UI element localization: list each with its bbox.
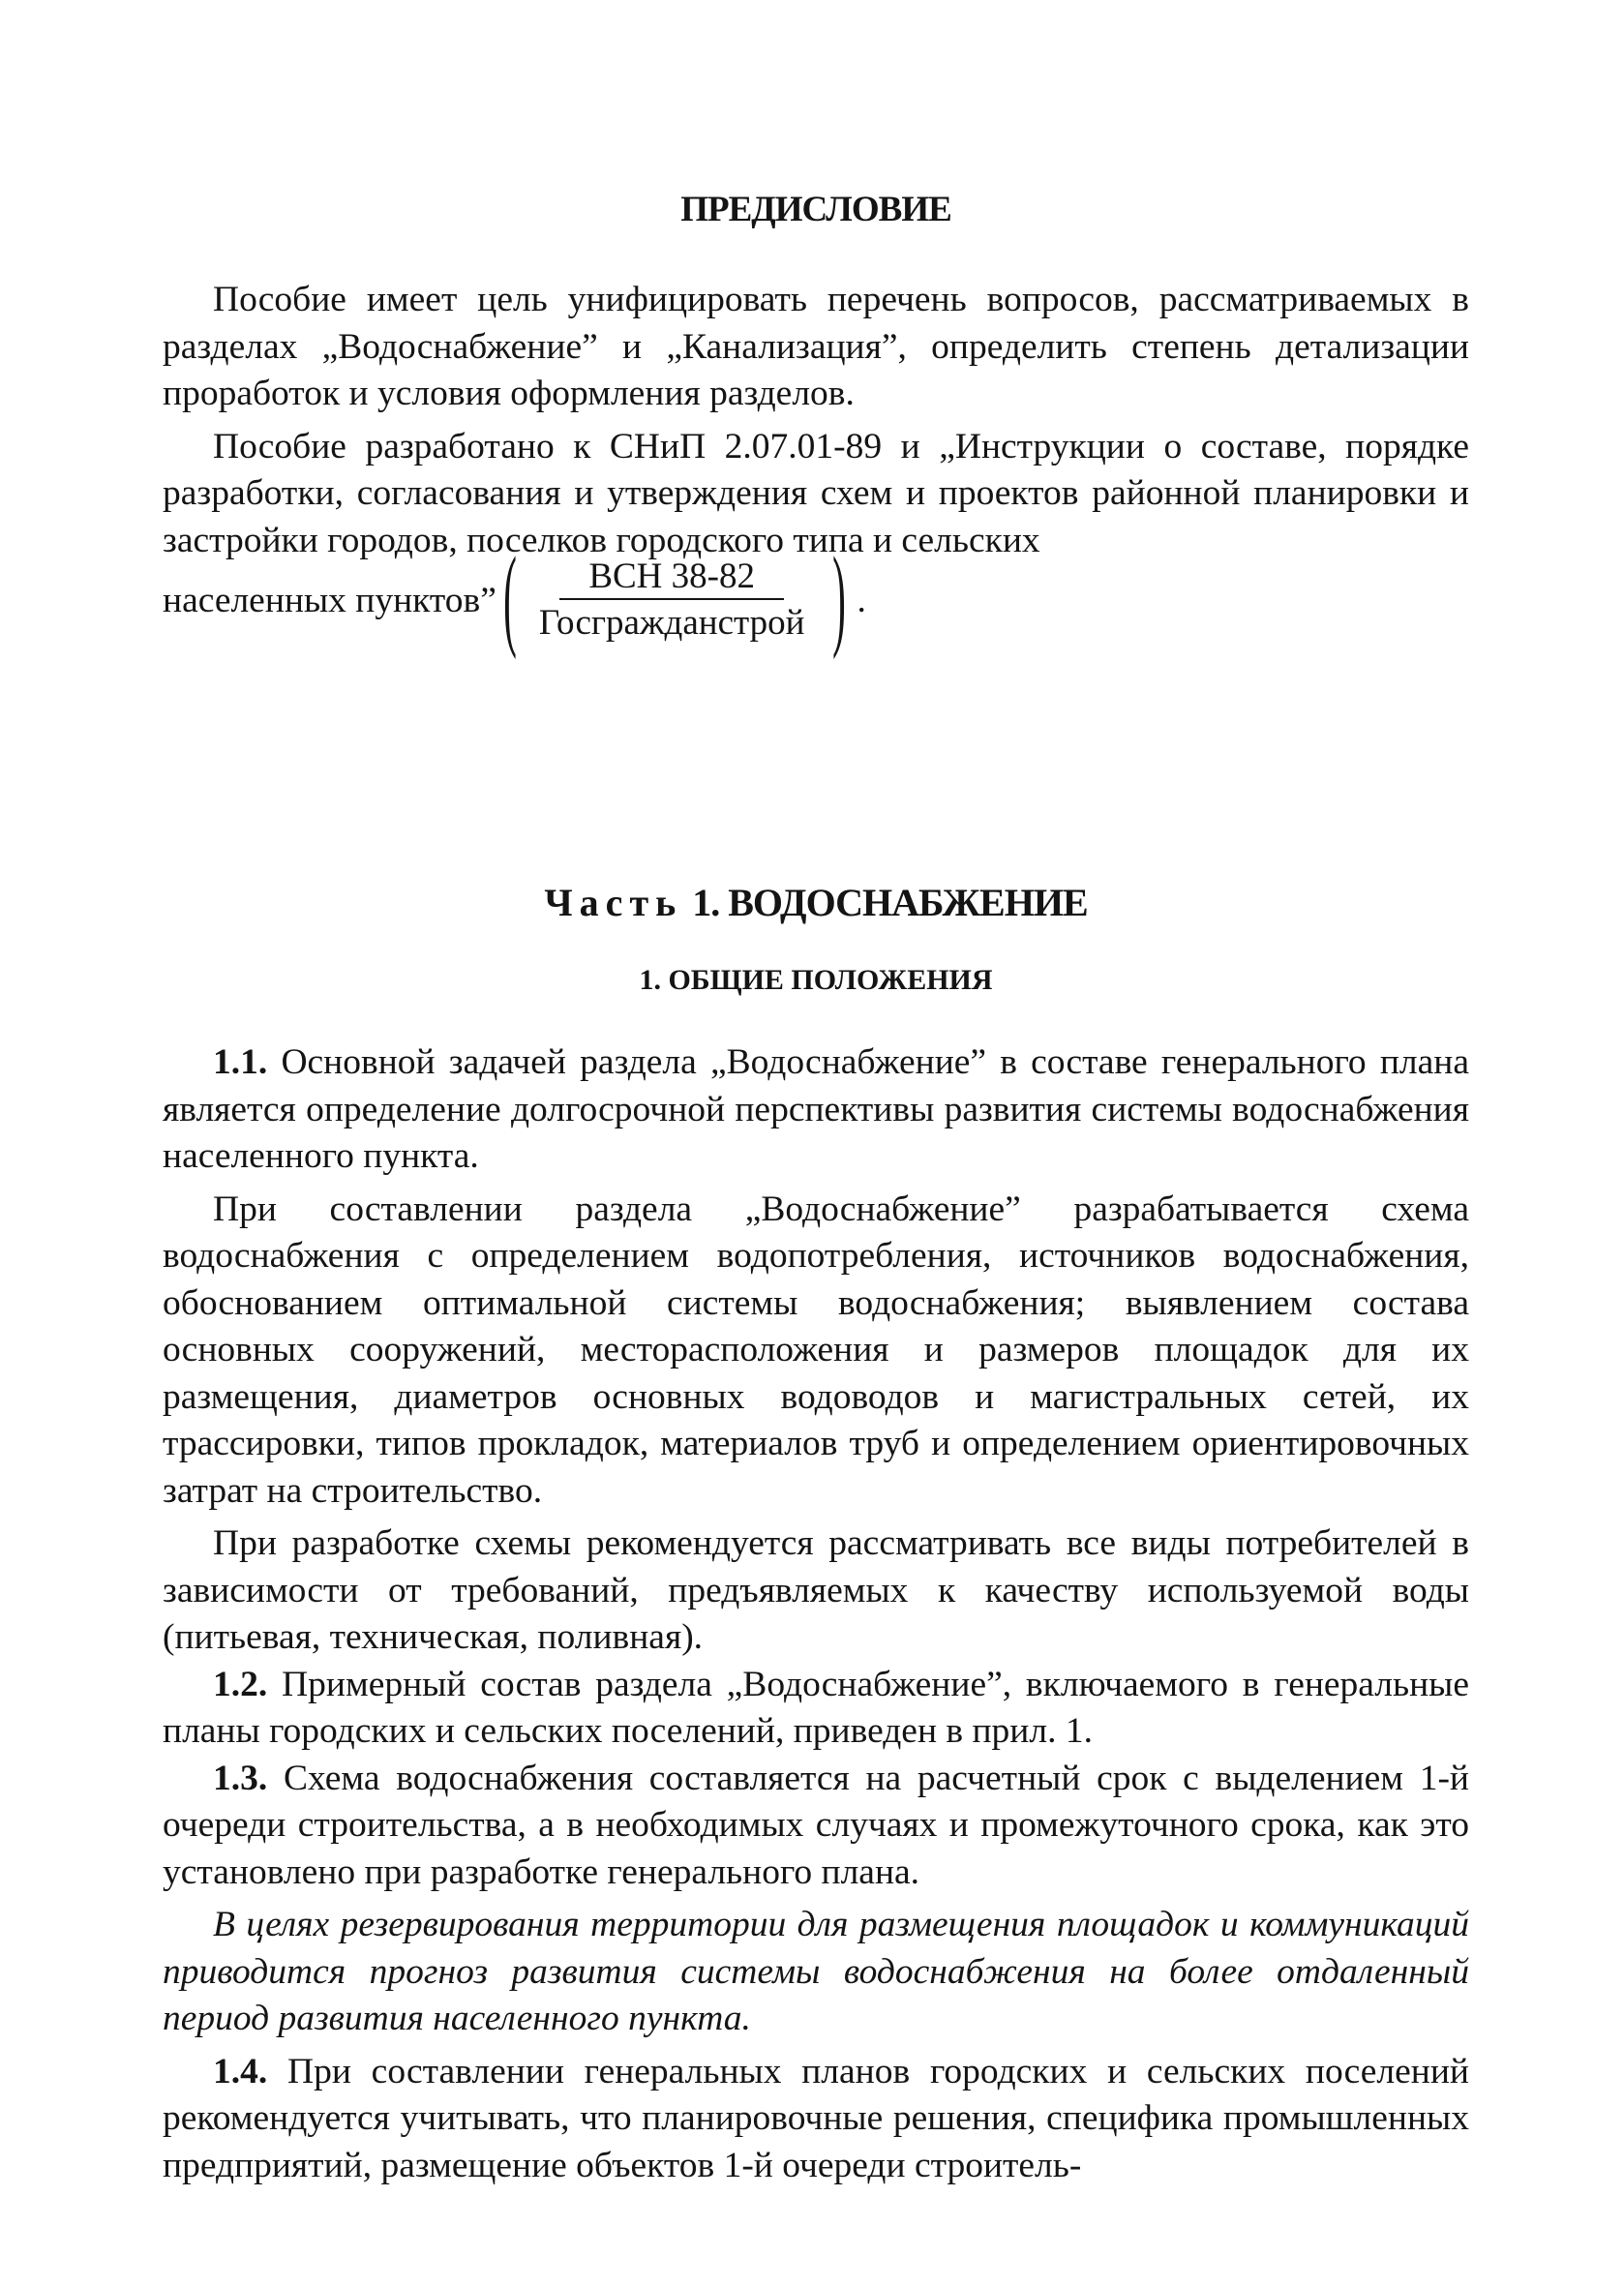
paragraph-number: 1.2. xyxy=(213,1664,268,1704)
part-word: Часть xyxy=(544,881,683,924)
paragraph-text: Примерный состав раздела „Водоснабжение”, включаемого в генеральные планы городских и сельских поселений, приведен в прил. 1. xyxy=(163,1664,1470,1751)
paragraph-text: При составлении генеральных планов городских и сельских поселений рекомендуется учитывать, что планировочные решения, специфика промышленных предприятий, размещение объектов 1-й очереди строитель- xyxy=(163,2051,1469,2185)
paragraph-1-3-b xyxy=(163,1902,1469,2043)
paragraph-number: 1.3. xyxy=(213,1758,268,1798)
right-paren: ) xyxy=(832,533,847,660)
preface-paragraph-2: Пособие разработано к СНиП 2.07.01-89 и „Инструкции о составе, порядке разработки, согласования и утверждения схем и проектов районной планировки и застройки городов, поселков городского типа и сельских xyxy=(163,426,1469,560)
paragraph-1-2 xyxy=(163,1662,1469,1756)
preface-paragraph-1: Пособие имеет цель унифицировать перечень вопросов, рассматриваемых в разделах „Водоснабжение” и „Канализация”, определить степень детализации проработок и условия оформления разделов. xyxy=(163,280,1469,413)
part-title xyxy=(163,880,1469,925)
paragraph-1-4 xyxy=(163,2049,1469,2190)
part-name: 1. ВОДОСНАБЖЕНИЕ xyxy=(692,881,1088,924)
paragraph-1-1 xyxy=(163,1039,1469,1181)
preface-title: ПРЕДИСЛОВИЕ xyxy=(680,190,951,229)
paragraph-1-1-b: При составлении раздела „Водоснабжение” разрабатывается схема водоснабжения с определением водопотребления, источников водоснабжения, обоснованием оптимальной системы водоснабжения; выявлением состава основных сооружений, месторасположения и размеров площадок для их размещения, диаметров основных водоводов и магистральных сетей, их трассировки, типов прокладок, материалов труб и определением ориентировочных затрат на строительство. xyxy=(163,1189,1469,1511)
preface-paragraph-2-tail: населенных пунктов” xyxy=(163,580,496,620)
paragraph-number: 1.4. xyxy=(213,2051,268,2091)
paragraph-text: Основной задачей раздела „Водоснабжение” в составе генерального плана является определение долгосрочной перспективы развития системы водоснабжения населенного пункта. xyxy=(163,1042,1469,1176)
section-title: 1. ОБЩИЕ ПОЛОЖЕНИЯ xyxy=(639,964,993,996)
paragraph-number: 1.1. xyxy=(213,1042,268,1082)
document-page xyxy=(163,189,1469,2189)
left-paren: ( xyxy=(503,533,517,660)
vsn-fraction xyxy=(522,556,823,647)
paragraph-text-italic: В целях резервирования территории для размещения площадок и коммуникаций приводится прогноз развития системы водоснабжения на более отдаленный период развития населенного пункта. xyxy=(163,1905,1469,2038)
paragraph-1-3 xyxy=(163,1756,1469,1897)
paragraph-text: Схема водоснабжения составляется на расчетный срок с выделением 1-й очереди строительства, а в необходимых случаях и промежуточного срока, как это установлено при разработке генерального плана. xyxy=(163,1758,1469,1892)
paragraph-1-1-c: При разработке схемы рекомендуется рассматривать все виды потребителей в зависимости от требований, предъявляемых к качеству используемой воды (питьевая, техническая, поливная). xyxy=(163,1523,1469,1657)
fraction-numerator: ВСН 38-82 xyxy=(559,556,784,600)
fraction-denominator: Госгражданстрой xyxy=(538,603,805,643)
fraction-end-period: . xyxy=(857,580,866,620)
